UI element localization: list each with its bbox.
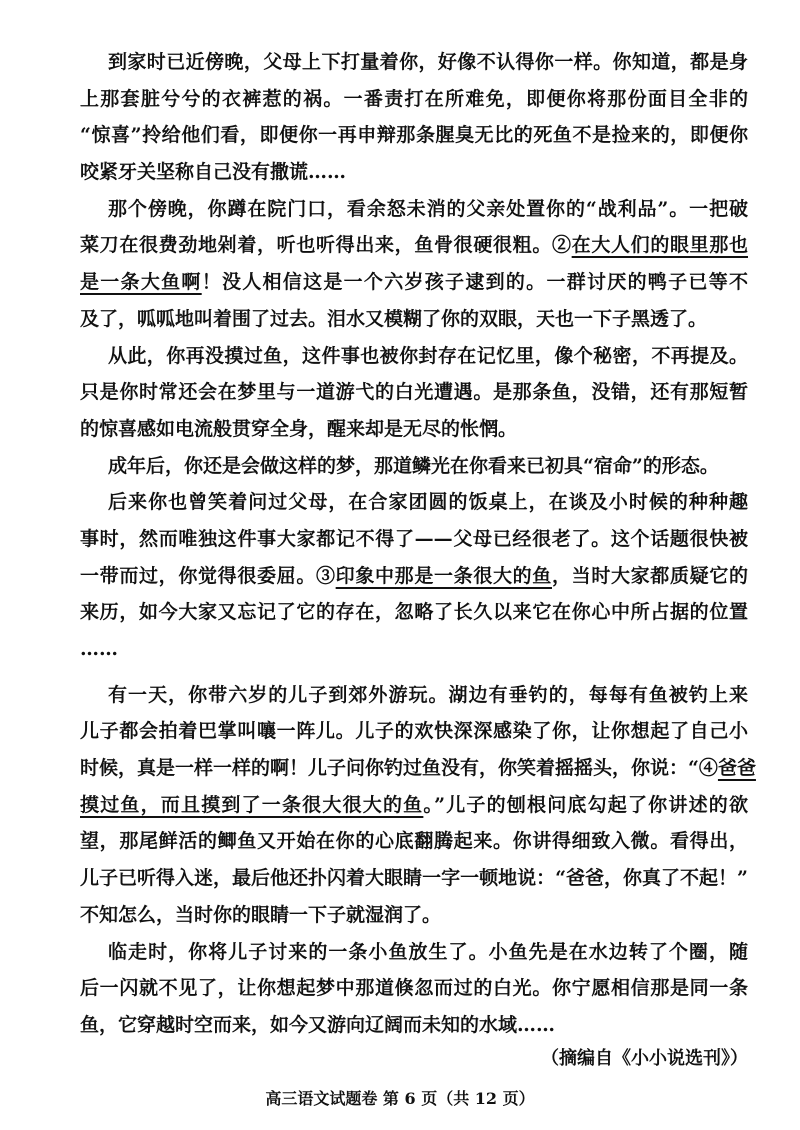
source-citation: （摘编自《小小说选刊》） (541, 1048, 748, 1069)
underlined-sentence: 摸过鱼，而且摸到了一条很大很大的鱼 (80, 793, 424, 816)
text-segment: 的惊喜感如电流般贯穿全身，醒来却是无尽的怅惘。 (80, 417, 518, 440)
text-line (80, 558, 748, 595)
text-line (80, 338, 748, 375)
text-line (80, 897, 748, 934)
text-line (80, 594, 748, 631)
text-segment: 成年后，你还是会做这样的梦，那道鳞光在你看来已初具“宿命”的形态。 (108, 454, 719, 477)
text-segment: 来历，如今大家又忘记了它的存在，忽略了长久以来它在你心中所占据的位置 (80, 601, 748, 624)
text-segment: 儿子已听得入迷，最后他还扑闪着大眼睛一字一顿地说：“爸爸，你真了不起！” (80, 867, 748, 890)
underlined-sentence: 爸爸 (717, 757, 756, 780)
text-segment: 后一闪就不见了，让你想起梦中那道倏忽而过的白光。你宁愿相信那是同一条 (80, 977, 748, 1000)
text-segment: 有一天，你带六岁的儿子到郊外游玩。湖边有垂钓的，每每有鱼被钓上来 (108, 683, 748, 706)
text-segment: 及了，呱呱地叫着围了过去。泪水又模糊了你的双眼，天也一下子黑透了。 (80, 307, 708, 330)
text-line (80, 750, 756, 787)
text-line (80, 411, 748, 448)
text-segment: …… (80, 638, 118, 660)
text-line (80, 301, 748, 338)
text-line (80, 264, 748, 301)
text-segment: 后来你也曾笑着问过父母，在合家团圆的饭桌上，在谈及小时候的种种趣 (108, 491, 748, 514)
text-segment: ，当时大家都质疑它的 (551, 564, 748, 587)
text-segment: 上那套脏兮兮的衣裤惹的祸。一番责打在所难免，即便你将那份面目全非的 (80, 87, 748, 110)
text-line (80, 191, 748, 228)
text-segment: 不知怎么，当时你的眼睛一下子就湿润了。 (80, 903, 442, 926)
text-line (80, 970, 748, 1007)
text-segment: 事时，然而唯独这件事大家都记不得了——父母已经很老了。这个话题很快被 (80, 527, 748, 550)
text-line (80, 117, 748, 154)
text-segment: 鱼，它穿越时空而来，如今又游向辽阔而未知的水域…… (80, 1013, 556, 1036)
article-body (80, 44, 756, 1044)
text-segment: 只是你时常还会在梦里与一道游弋的白光遭遇。是那条鱼，没错，还有那短暂 (80, 381, 748, 404)
text-segment: 咬紧牙关坚称自己没有撒谎…… (80, 161, 347, 184)
text-line (80, 860, 748, 897)
text-segment: 时候，真是一样一样的啊！儿子问你钓过鱼没有，你笑着摇摇头，你说：“④ (80, 757, 718, 780)
text-segment: 儿子都会拍着巴掌叫嚷一阵儿。儿子的欢快深深感染了你，让你想起了自己小 (80, 720, 748, 743)
text-segment: 那个傍晚，你蹲在院门口，看余怒未消的父亲处置你的“战利品”。一把破 (108, 197, 748, 220)
text-line (80, 934, 748, 971)
text-line (80, 787, 748, 824)
underlined-sentence: 是一条大鱼啊 (80, 271, 202, 294)
text-line (80, 374, 748, 411)
text-segment: “惊喜”拎给他们看，即便你一再申辩那条腥臭无比的死鱼不是捡来的，即便你 (80, 124, 748, 147)
text-segment: 望，那尾鲜活的鲫鱼又开始在你的心底翻腾起来。你讲得细致入微。看得出， (80, 830, 748, 853)
text-line (80, 44, 748, 81)
text-line (80, 81, 748, 118)
text-segment: 一带而过，你觉得很委屈。③ (80, 564, 336, 587)
text-line (80, 1007, 748, 1044)
text-segment: 从此，你再没摸过鱼，这件事也被你封存在记忆里，像个秘密，不再提及。 (108, 344, 748, 367)
text-line (80, 521, 748, 558)
text-segment: 到家时已近傍晚，父母上下打量着你，好像不认得你一样。你知道，都是身 (108, 51, 748, 73)
underlined-sentence: 在大人们的眼里那也 (571, 234, 748, 257)
text-segment: ！没人相信这是一个六岁孩子逮到的。一群讨厌的鸭子已等不 (201, 271, 748, 294)
text-line (80, 823, 748, 860)
text-segment: 菜刀在很费劲地剁着，听也听得出来，鱼骨很硬很粗。② (80, 234, 572, 257)
underlined-sentence: 印象中那是一条很大的鱼 (335, 564, 552, 587)
text-line (80, 713, 748, 750)
text-line (80, 154, 748, 191)
text-line (80, 631, 748, 668)
text-segment: 临走时，你将儿子讨来的一条小鱼放生了。小鱼先是在水边转了个圈，随 (108, 940, 748, 963)
text-line (80, 227, 748, 264)
page-footer: 高三语文试题卷 第 6 页（共 12 页） (265, 1089, 535, 1108)
text-segment: 。”儿子的刨根问底勾起了你讲述的欲 (423, 793, 748, 816)
text-line (80, 484, 748, 521)
text-line (80, 677, 748, 714)
text-line (80, 448, 748, 485)
